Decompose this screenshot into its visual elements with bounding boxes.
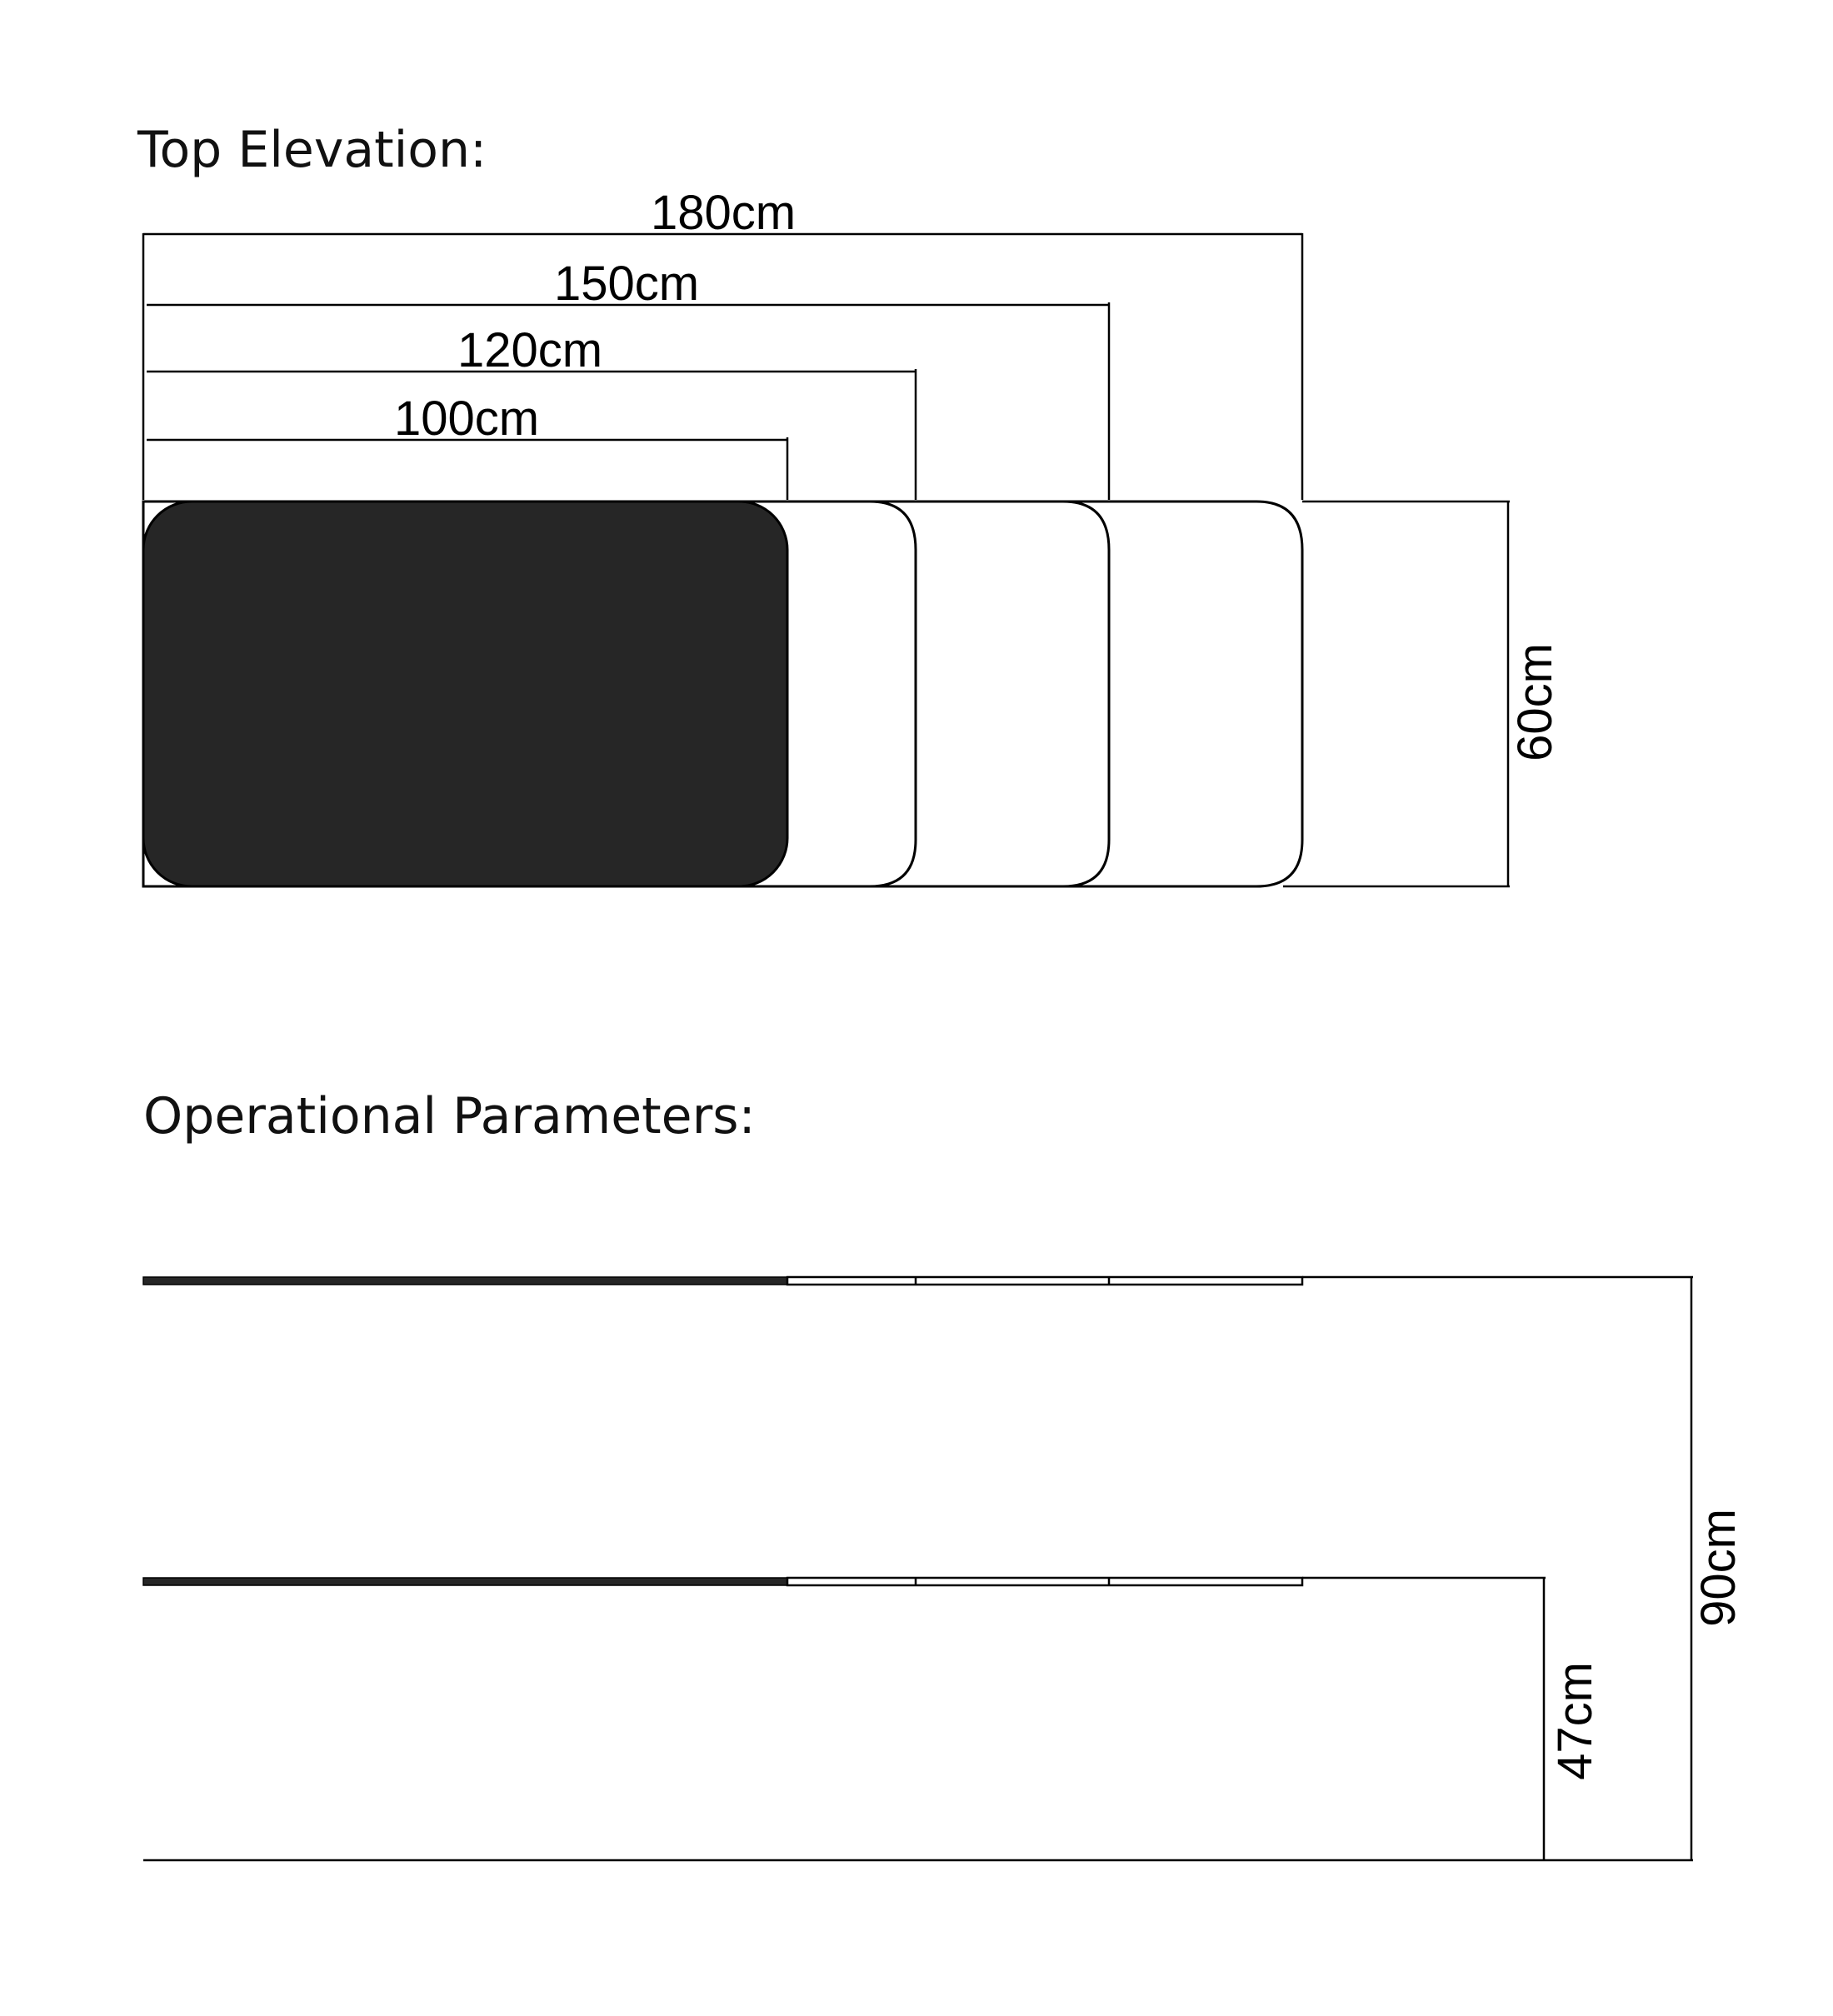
dimension-label-180: 180cm bbox=[650, 186, 797, 240]
dimension-label-100: 100cm bbox=[393, 392, 540, 446]
dimension-label-depth: 60cm bbox=[1508, 643, 1562, 761]
operational-parameters-heading: Operational Parameters: bbox=[143, 1087, 756, 1145]
table-top-side-view-high bbox=[143, 1277, 1693, 1285]
width-dimension-lines bbox=[143, 233, 1302, 500]
top-elevation-heading: Top Elevation: bbox=[137, 121, 487, 179]
table-top-side-view-low bbox=[143, 1578, 1546, 1585]
dimension-label-120: 120cm bbox=[457, 323, 603, 377]
table-top-extensions bbox=[143, 502, 1302, 886]
dimension-label-150: 150cm bbox=[553, 257, 700, 311]
dimension-label-lower-height: 47cm bbox=[1548, 1662, 1602, 1780]
dimension-label-height: 90cm bbox=[1691, 1509, 1746, 1627]
fixed-table-top bbox=[143, 502, 787, 886]
depth-dimension-lines bbox=[1283, 502, 1510, 886]
